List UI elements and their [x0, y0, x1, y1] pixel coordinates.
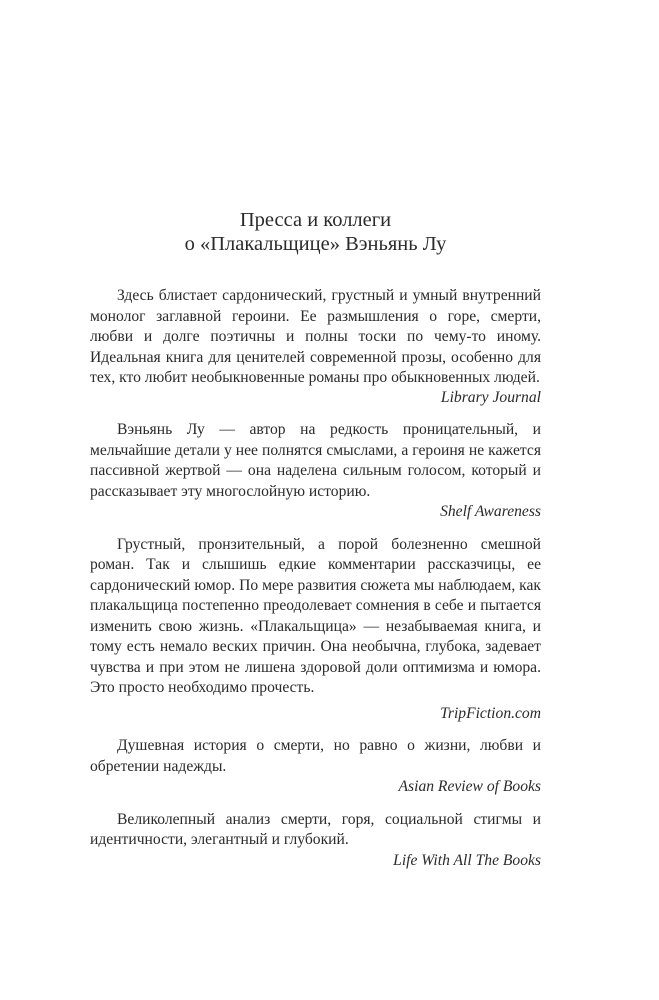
- title-line-2: о «Плакальщице» Вэньянь Лу: [184, 233, 447, 255]
- quote-text: Здесь блистает сардонический, грустный и умный внутренний монолог заглавной героини. Ее размышления о горе, смерти, любви и долге поэтичны и полны тоски по чему-то иному. Идеальная книга для ценителей современной прозы, особенно для тех, кто любит необыкновенные романы про обыкновенных людей.: [90, 287, 541, 386]
- quote-source: Life With All The Books: [393, 851, 541, 869]
- quote-text: Душевная история о смерти, но равно о жизни, любви и обретении надежды.: [90, 737, 541, 775]
- review-quote: [90, 736, 541, 798]
- review-quote: [90, 420, 541, 523]
- quote-source: Asian Review of Books: [398, 778, 541, 795]
- quote-text: Великолепный анализ смерти, горя, социальной стигмы и идентичности, элегантный и глубокий.: [90, 810, 541, 848]
- quote-text: Вэньянь Лу — автор на редкость проницательный, и мельчайшие детали у нее полнятся смыслами, а героиня не кажется пассивной жертвой — она наделена сильным голосом, который и рассказывает эту многослойную историю.: [90, 421, 541, 500]
- review-quote: [90, 535, 541, 725]
- quote-text: Грустный, пронзительный, а порой болезненно смешной роман. Так и слышишь едкие комментарии рассказчицы, ее сардонический юмор. По мере развития сюжета мы наблюдаем, как плакальщица постепенно преодолевает сомнения в себе и пытается изменить свою жизнь. «Плакальщица» — незабываемая книга, и тому есть немало веских причин. Она необычна, глубока, задевает чувства и при этом не лишена здоровой доли оптимизма и юмора. Это просто необходимо прочесть.: [90, 535, 541, 696]
- review-quote: [90, 810, 541, 872]
- book-page: [90, 208, 541, 883]
- page-title: [90, 208, 541, 256]
- title-line-1: Пресса и коллеги: [239, 209, 392, 231]
- quote-source: Shelf Awareness: [440, 503, 541, 520]
- quote-source: Library Journal: [440, 388, 541, 406]
- review-quote: [90, 286, 541, 408]
- quote-source: TripFiction.com: [440, 704, 541, 722]
